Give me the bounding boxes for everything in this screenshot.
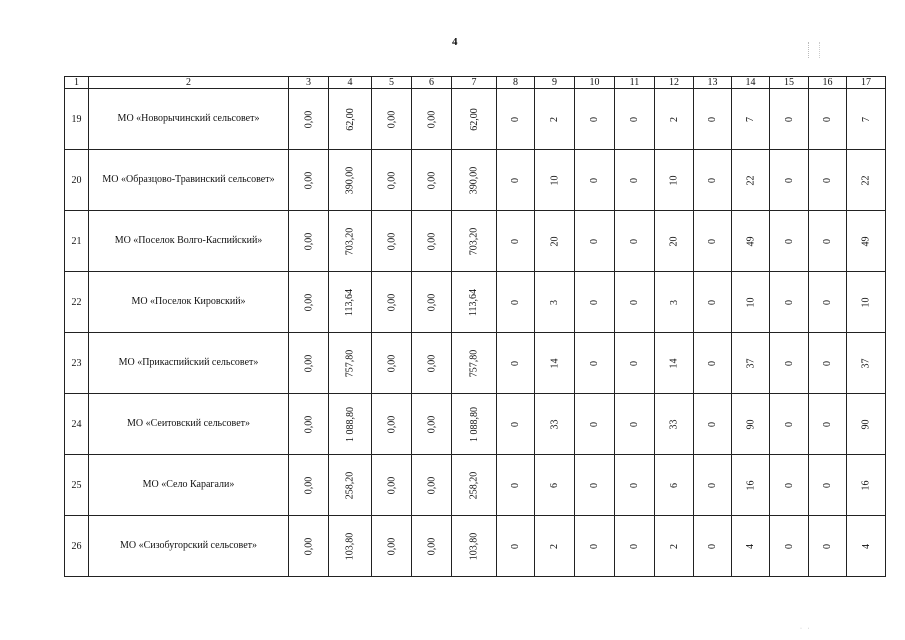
value-cell xyxy=(694,516,732,577)
table-row xyxy=(65,150,886,211)
table-body xyxy=(65,89,886,577)
value-cell xyxy=(452,516,497,577)
value-text: 258,20 xyxy=(344,471,356,499)
value-cell xyxy=(575,150,615,211)
value-cell xyxy=(372,333,412,394)
value-cell xyxy=(372,455,412,516)
municipality-name: МО «Поселок Волго-Каспийский» xyxy=(89,211,289,272)
value-text: 62,00 xyxy=(344,107,356,131)
value-text: 0 xyxy=(822,421,833,427)
value-text: 0,00 xyxy=(426,293,437,311)
value-text: 0,00 xyxy=(303,110,314,128)
value-cell xyxy=(535,333,575,394)
value-text: 757,80 xyxy=(344,349,356,377)
value-text: 103,80 xyxy=(468,532,480,560)
value-text: 22 xyxy=(860,175,872,185)
value-text: 0 xyxy=(510,421,521,427)
table-row xyxy=(65,211,886,272)
value-text: 0,00 xyxy=(426,110,437,128)
column-header: 6 xyxy=(412,77,452,89)
value-cell xyxy=(732,89,770,150)
value-cell xyxy=(847,516,886,577)
value-cell xyxy=(770,333,809,394)
value-text: 0 xyxy=(783,543,795,549)
value-cell xyxy=(615,455,655,516)
value-cell xyxy=(655,150,694,211)
value-cell xyxy=(535,89,575,150)
municipality-name: МО «Село Карагали» xyxy=(89,455,289,516)
value-text: 0 xyxy=(783,421,795,427)
value-cell xyxy=(809,211,847,272)
value-cell xyxy=(770,89,809,150)
value-cell xyxy=(732,394,770,455)
value-cell xyxy=(412,455,452,516)
value-text: 258,20 xyxy=(468,471,480,499)
value-text: 0 xyxy=(707,177,718,183)
value-text: 0 xyxy=(783,360,795,366)
value-text: 49 xyxy=(860,236,872,246)
value-text: 0 xyxy=(589,177,600,183)
value-text: 0,00 xyxy=(386,110,397,128)
value-cell xyxy=(452,272,497,333)
value-text: 0 xyxy=(629,421,640,427)
column-header: 1 xyxy=(65,77,89,89)
value-text: 0 xyxy=(707,116,718,122)
value-cell xyxy=(770,150,809,211)
column-header: 10 xyxy=(575,77,615,89)
value-cell xyxy=(615,333,655,394)
value-text: 0 xyxy=(589,116,600,122)
value-cell xyxy=(694,455,732,516)
value-cell xyxy=(575,455,615,516)
row-number: 22 xyxy=(65,272,89,333)
value-cell xyxy=(497,516,535,577)
margin-mark xyxy=(808,42,820,58)
value-cell xyxy=(732,516,770,577)
value-text: 10 xyxy=(860,297,872,307)
value-cell xyxy=(694,272,732,333)
value-text: 0,00 xyxy=(303,354,314,372)
value-text: 390,00 xyxy=(344,166,356,194)
header-row xyxy=(65,77,886,89)
value-cell xyxy=(809,333,847,394)
value-cell xyxy=(615,394,655,455)
value-cell xyxy=(289,394,329,455)
page-number: 4 xyxy=(452,36,458,48)
value-cell xyxy=(655,89,694,150)
value-cell xyxy=(655,394,694,455)
value-cell xyxy=(452,455,497,516)
value-cell xyxy=(412,333,452,394)
value-cell xyxy=(412,516,452,577)
value-cell xyxy=(770,211,809,272)
value-text: 0 xyxy=(783,299,795,305)
value-text: 0 xyxy=(629,177,640,183)
value-text: 0,00 xyxy=(426,415,437,433)
value-text: 0 xyxy=(589,299,600,305)
value-cell xyxy=(694,211,732,272)
value-text: 0 xyxy=(629,360,640,366)
row-number: 26 xyxy=(65,516,89,577)
value-text: 0 xyxy=(707,360,718,366)
value-cell xyxy=(497,333,535,394)
value-text: 33 xyxy=(668,419,680,429)
column-header: 8 xyxy=(497,77,535,89)
value-cell xyxy=(770,455,809,516)
value-text: 10 xyxy=(668,175,680,185)
column-header: 12 xyxy=(655,77,694,89)
value-cell xyxy=(575,89,615,150)
value-text: 0 xyxy=(629,116,640,122)
value-text: 703,20 xyxy=(468,227,480,255)
value-text: 16 xyxy=(745,480,756,490)
value-cell xyxy=(655,211,694,272)
value-text: 7 xyxy=(745,116,756,122)
value-cell xyxy=(694,150,732,211)
value-text: 390,00 xyxy=(468,166,480,194)
value-cell xyxy=(655,455,694,516)
value-text: 0,00 xyxy=(386,415,397,433)
value-cell xyxy=(535,150,575,211)
value-text: 2 xyxy=(668,543,680,549)
value-cell xyxy=(809,89,847,150)
table-row xyxy=(65,333,886,394)
value-text: 0 xyxy=(589,421,600,427)
value-cell xyxy=(372,272,412,333)
value-text: 6 xyxy=(668,482,680,488)
value-text: 10 xyxy=(745,297,756,307)
value-text: 0 xyxy=(707,238,718,244)
table-row xyxy=(65,516,886,577)
value-cell xyxy=(535,394,575,455)
value-text: 0,00 xyxy=(303,537,314,555)
municipality-name: МО «Новорычинский сельсовет» xyxy=(89,89,289,150)
value-cell xyxy=(412,272,452,333)
municipality-name: МО «Поселок Кировский» xyxy=(89,272,289,333)
value-cell xyxy=(847,455,886,516)
value-text: 703,20 xyxy=(344,227,356,255)
value-cell xyxy=(770,394,809,455)
value-cell xyxy=(329,272,372,333)
value-text: 0 xyxy=(629,299,640,305)
value-cell xyxy=(770,272,809,333)
value-cell xyxy=(289,272,329,333)
value-text: 22 xyxy=(745,175,756,185)
value-cell xyxy=(847,89,886,150)
value-text: 0,00 xyxy=(303,415,314,433)
value-cell xyxy=(535,211,575,272)
value-text: 0 xyxy=(629,482,640,488)
value-text: 0 xyxy=(822,360,833,366)
value-text: 0 xyxy=(707,421,718,427)
value-text: 10 xyxy=(549,175,560,185)
value-cell xyxy=(694,394,732,455)
table-row xyxy=(65,89,886,150)
value-cell xyxy=(615,89,655,150)
column-header: 16 xyxy=(809,77,847,89)
value-text: 0 xyxy=(707,482,718,488)
value-text: 0 xyxy=(629,543,640,549)
value-text: 0,00 xyxy=(426,537,437,555)
row-number: 25 xyxy=(65,455,89,516)
column-header: 4 xyxy=(329,77,372,89)
value-cell xyxy=(452,394,497,455)
value-text: 0 xyxy=(783,177,795,183)
value-cell xyxy=(847,272,886,333)
value-text: 2 xyxy=(668,116,680,122)
table-row xyxy=(65,272,886,333)
value-text: 0,00 xyxy=(386,293,397,311)
value-cell xyxy=(655,333,694,394)
value-text: 0 xyxy=(589,482,600,488)
value-cell xyxy=(655,516,694,577)
value-cell xyxy=(655,272,694,333)
value-text: 0,00 xyxy=(303,171,314,189)
value-cell xyxy=(847,211,886,272)
value-cell xyxy=(535,455,575,516)
value-text: 0 xyxy=(822,543,833,549)
value-cell xyxy=(289,333,329,394)
value-cell xyxy=(372,394,412,455)
value-cell xyxy=(329,150,372,211)
value-text: 0 xyxy=(822,299,833,305)
value-cell xyxy=(497,272,535,333)
row-number: 24 xyxy=(65,394,89,455)
table-row xyxy=(65,455,886,516)
value-cell xyxy=(497,455,535,516)
value-cell xyxy=(412,89,452,150)
value-text: 0 xyxy=(822,177,833,183)
value-text: 0,00 xyxy=(386,232,397,250)
value-text: 103,80 xyxy=(344,532,356,560)
value-text: 90 xyxy=(860,419,872,429)
value-cell xyxy=(329,455,372,516)
value-text: 113,64 xyxy=(468,288,480,316)
value-cell xyxy=(575,272,615,333)
value-text: 2 xyxy=(549,543,560,549)
value-text: 6 xyxy=(549,482,560,488)
value-text: 20 xyxy=(549,236,560,246)
row-number: 23 xyxy=(65,333,89,394)
value-text: 4 xyxy=(745,543,756,549)
row-number: 19 xyxy=(65,89,89,150)
value-cell xyxy=(732,272,770,333)
value-cell xyxy=(847,394,886,455)
column-header: 14 xyxy=(732,77,770,89)
value-text: 4 xyxy=(860,543,872,549)
value-cell xyxy=(615,272,655,333)
value-cell xyxy=(412,150,452,211)
value-cell xyxy=(329,516,372,577)
value-cell xyxy=(329,211,372,272)
value-cell xyxy=(535,272,575,333)
value-text: 0,00 xyxy=(386,476,397,494)
value-text: 0,00 xyxy=(386,354,397,372)
value-text: 0 xyxy=(589,543,600,549)
value-cell xyxy=(847,150,886,211)
value-cell xyxy=(289,89,329,150)
value-text: 49 xyxy=(745,236,756,246)
value-cell xyxy=(412,211,452,272)
value-text: 3 xyxy=(668,299,680,305)
value-text: 0 xyxy=(783,238,795,244)
value-cell xyxy=(847,333,886,394)
municipality-name: МО «Сизобугорский сельсовет» xyxy=(89,516,289,577)
value-cell xyxy=(329,89,372,150)
data-table xyxy=(64,76,886,577)
value-text: 0,00 xyxy=(426,476,437,494)
value-text: 2 xyxy=(549,116,560,122)
value-cell xyxy=(809,394,847,455)
municipality-name: МО «Прикаспийский сельсовет» xyxy=(89,333,289,394)
value-text: 37 xyxy=(860,358,872,368)
value-cell xyxy=(732,333,770,394)
value-cell xyxy=(615,211,655,272)
value-text: 90 xyxy=(745,419,756,429)
value-cell xyxy=(694,333,732,394)
value-cell xyxy=(809,272,847,333)
value-text: 7 xyxy=(860,116,872,122)
municipality-name: МО «Образцово-Травинский сельсовет» xyxy=(89,150,289,211)
column-header: 13 xyxy=(694,77,732,89)
value-text: 20 xyxy=(668,236,680,246)
value-text: 0,00 xyxy=(386,537,397,555)
value-text: 0 xyxy=(510,299,521,305)
value-cell xyxy=(770,516,809,577)
column-header: 15 xyxy=(770,77,809,89)
column-header: 11 xyxy=(615,77,655,89)
value-cell xyxy=(497,211,535,272)
value-text: 0 xyxy=(822,116,833,122)
value-text: 14 xyxy=(549,358,560,368)
value-text: 0 xyxy=(707,299,718,305)
value-cell xyxy=(694,89,732,150)
value-cell xyxy=(329,333,372,394)
value-cell xyxy=(289,150,329,211)
column-header: 5 xyxy=(372,77,412,89)
column-header: 9 xyxy=(535,77,575,89)
table-row xyxy=(65,394,886,455)
value-text: 0 xyxy=(510,543,521,549)
value-text: 0,00 xyxy=(303,232,314,250)
value-cell xyxy=(497,394,535,455)
value-cell xyxy=(289,455,329,516)
corner-mark: · · xyxy=(800,626,812,632)
value-cell xyxy=(497,150,535,211)
value-cell xyxy=(289,516,329,577)
column-header: 17 xyxy=(847,77,886,89)
value-cell xyxy=(452,150,497,211)
column-header: 2 xyxy=(89,77,289,89)
value-text: 113,64 xyxy=(344,288,356,316)
value-text: 0,00 xyxy=(426,171,437,189)
value-text: 0,00 xyxy=(426,354,437,372)
value-text: 14 xyxy=(668,358,680,368)
value-cell xyxy=(615,516,655,577)
value-text: 62,00 xyxy=(468,107,480,131)
value-cell xyxy=(412,394,452,455)
value-cell xyxy=(615,150,655,211)
row-number: 21 xyxy=(65,211,89,272)
value-text: 33 xyxy=(549,419,560,429)
column-header: 7 xyxy=(452,77,497,89)
value-cell xyxy=(329,394,372,455)
value-cell xyxy=(809,516,847,577)
value-text: 0 xyxy=(510,177,521,183)
value-text: 16 xyxy=(860,480,872,490)
value-text: 0 xyxy=(510,482,521,488)
value-cell xyxy=(809,150,847,211)
value-text: 0,00 xyxy=(426,232,437,250)
value-cell xyxy=(535,516,575,577)
value-cell xyxy=(575,211,615,272)
value-text: 0 xyxy=(783,482,795,488)
value-text: 0 xyxy=(510,116,521,122)
value-cell xyxy=(732,150,770,211)
value-text: 0,00 xyxy=(303,476,314,494)
value-cell xyxy=(372,211,412,272)
row-number: 20 xyxy=(65,150,89,211)
value-cell xyxy=(497,89,535,150)
value-text: 1 088,80 xyxy=(344,406,356,442)
value-cell xyxy=(372,150,412,211)
value-text: 0 xyxy=(510,238,521,244)
value-cell xyxy=(289,211,329,272)
value-text: 0 xyxy=(822,482,833,488)
value-cell xyxy=(575,333,615,394)
value-cell xyxy=(809,455,847,516)
value-cell xyxy=(452,89,497,150)
value-text: 37 xyxy=(745,358,756,368)
value-cell xyxy=(575,516,615,577)
value-text: 0,00 xyxy=(303,293,314,311)
value-cell xyxy=(575,394,615,455)
value-text: 0 xyxy=(510,360,521,366)
value-text: 0 xyxy=(822,238,833,244)
value-cell xyxy=(732,455,770,516)
column-header: 3 xyxy=(289,77,329,89)
value-text: 0 xyxy=(589,360,600,366)
value-cell xyxy=(372,516,412,577)
value-text: 0 xyxy=(707,543,718,549)
value-text: 0 xyxy=(629,238,640,244)
value-cell xyxy=(452,211,497,272)
municipality-name: МО «Сеитовский сельсовет» xyxy=(89,394,289,455)
value-text: 0 xyxy=(783,116,795,122)
value-cell xyxy=(732,211,770,272)
value-text: 1 088,80 xyxy=(468,406,480,442)
value-cell xyxy=(372,89,412,150)
value-text: 757,80 xyxy=(468,349,480,377)
value-text: 0 xyxy=(589,238,600,244)
value-text: 3 xyxy=(549,299,560,305)
value-text: 0,00 xyxy=(386,171,397,189)
value-cell xyxy=(452,333,497,394)
